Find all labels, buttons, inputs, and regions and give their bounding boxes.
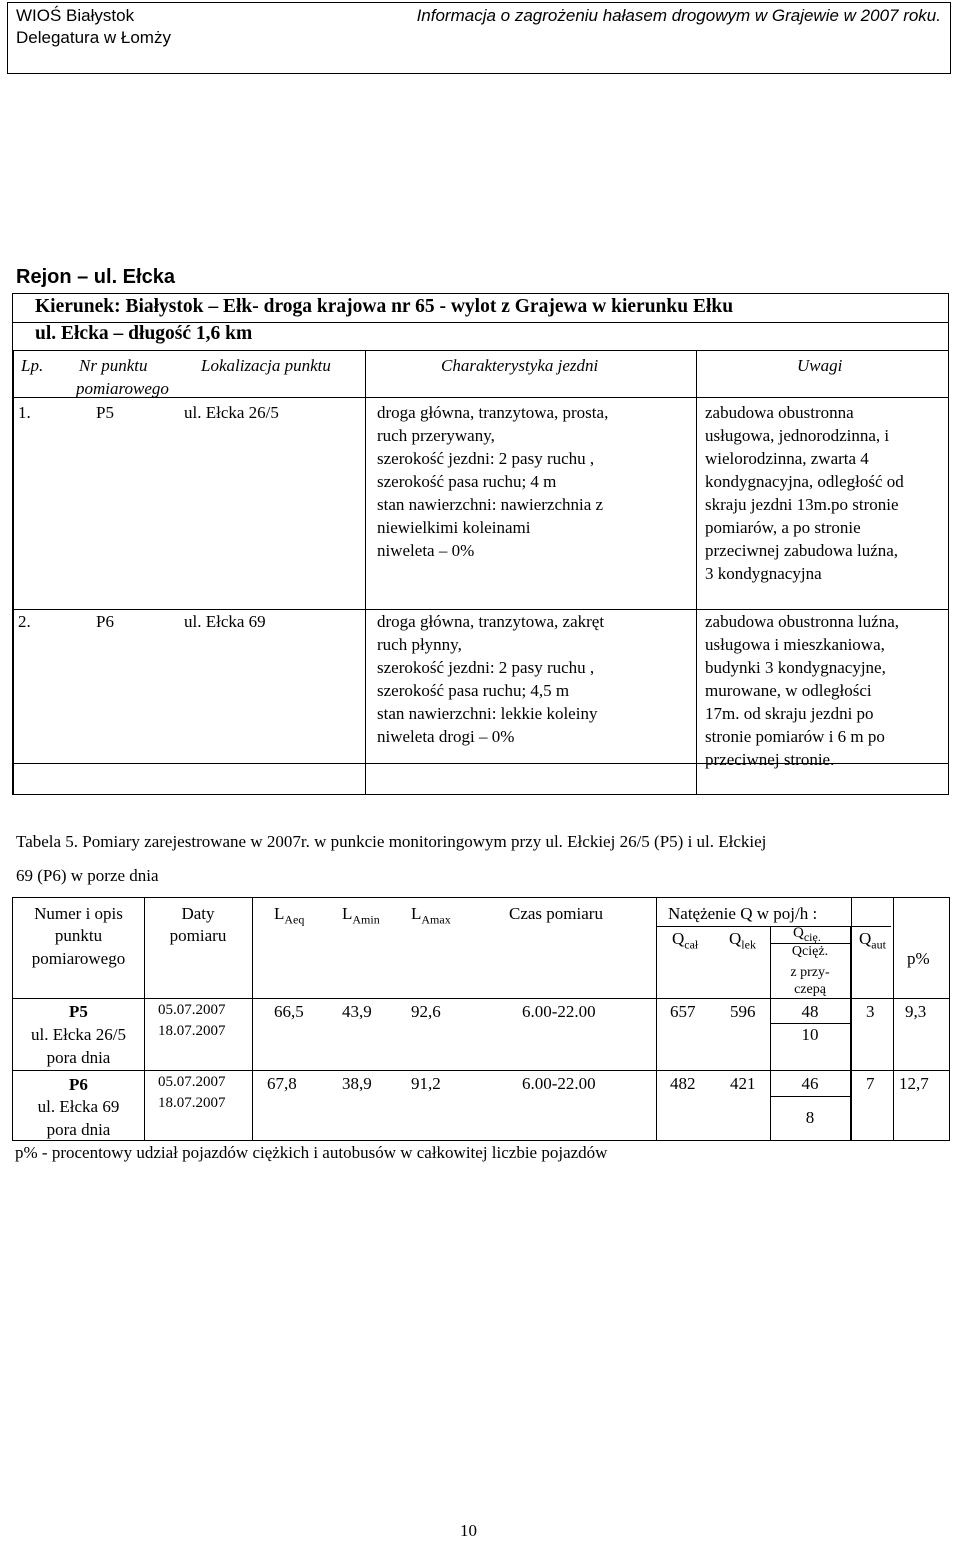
header-org-name: WIOŚ Białystok xyxy=(16,6,135,25)
header-nr-punktu-cont: pomiarowego xyxy=(76,379,169,398)
road-characteristics-table xyxy=(12,350,949,795)
row2-punkt: P6 xyxy=(69,1075,88,1094)
row2-lamin: 38,9 xyxy=(342,1074,372,1093)
header-laeq: $L_{Aeq}$ xyxy=(274,904,305,927)
row2-qaut: 7 xyxy=(866,1074,875,1093)
row1-qcal: 657 xyxy=(670,1002,696,1021)
header-lamax: $L_{Amax}$ xyxy=(411,904,451,927)
table-caption-cont: 69 (P6) w porze dnia xyxy=(16,866,159,885)
row1-data1: 05.07.2007 xyxy=(158,1002,226,1018)
row1-uwagi: zabudowa obustronna usługowa, jednorodzinna, i wielorodzinna, zwarta 4 kondygnacyjna, odległość od skraju jezdni 13m.po stronie pomiarów, a po stronie przeciwnej zabudowa luźna, 3 kondygnacyjna xyxy=(705,403,904,583)
section-heading: Rejon – ul. Ełcka xyxy=(16,266,175,288)
row2-pct: 12,7 xyxy=(899,1074,929,1093)
row2-qciez: 8 xyxy=(805,1108,815,1127)
header-z-przyczepa: z przy- xyxy=(790,965,830,980)
row1-qcie: 48 xyxy=(801,1002,819,1021)
row1-qciez: 10 xyxy=(801,1025,819,1044)
row1-pora: pora dnia xyxy=(46,1048,111,1067)
row1-adres: ul. Ełcka 26/5 xyxy=(31,1025,126,1044)
row2-pora: pora dnia xyxy=(46,1120,111,1139)
row2-lamax: 91,2 xyxy=(411,1074,441,1093)
row2-lokalizacja: ul. Ełcka 69 xyxy=(184,612,266,631)
header-lamin: $L_{Amin}$ xyxy=(342,904,380,927)
header-pct: p% xyxy=(907,949,930,968)
page-header xyxy=(7,2,951,74)
row2-qlek: 421 xyxy=(730,1074,756,1093)
header-qcal: $Q_{cał}$ xyxy=(672,929,699,952)
row1-laeq: 66,5 xyxy=(274,1002,304,1021)
row1-lamax: 92,6 xyxy=(411,1002,441,1021)
row2-laeq: 67,8 xyxy=(267,1074,297,1093)
row2-lp: 2. xyxy=(18,612,31,631)
column-divider xyxy=(656,898,657,1140)
row1-punkt: P5 xyxy=(69,1002,88,1021)
row2-adres: ul. Ełcka 69 xyxy=(37,1097,120,1116)
column-divider xyxy=(696,351,697,794)
row2-czas: 6.00-22.00 xyxy=(522,1074,596,1093)
column-divider xyxy=(365,351,366,794)
header-qcie: $Q_{cię.}$ xyxy=(793,925,821,944)
road-length-line: ul. Ełcka – długość 1,6 km xyxy=(35,323,253,344)
row1-lp: 1. xyxy=(18,403,31,422)
column-divider xyxy=(252,898,253,1140)
header-z-przyczepa-cont: czepą xyxy=(794,982,826,997)
row1-charakterystyka: droga główna, tranzytowa, prosta, ruch przerywany, szerokość jezdni: 2 pasy ruchu , szerokość pasa ruchu; 4 m stan nawierzchni: nawierzchnia z niewielkimi koleinami niweleta – 0% xyxy=(377,403,609,560)
row1-pct: 9,3 xyxy=(905,1002,927,1021)
row1-czas: 6.00-22.00 xyxy=(522,1002,596,1021)
page-number: 10 xyxy=(460,1521,477,1540)
header-numer-cont: pomiarowego xyxy=(31,949,126,968)
row1-data2: 18.07.2007 xyxy=(158,1023,226,1039)
table-caption: Tabela 5. Pomiary zarejestrowane w 2007r. w punkcie monitoringowym przy ul. Ełckiej 26/5 (P5) i ul. Ełckiej xyxy=(16,832,767,851)
header-qaut: $Q_{aut}$ xyxy=(859,929,886,952)
qcie-rule xyxy=(770,1096,850,1097)
column-divider xyxy=(850,926,851,1140)
header-document-title: Informacja o zagrożeniu hałasem drogowym w Grajewie w 2007 roku. xyxy=(416,6,941,25)
row1-lokalizacja: ul. Ełcka 26/5 xyxy=(184,403,279,422)
footnote: p% - procentowy udział pojazdów ciężkich i autobusów w całkowitej liczbie pojazdów xyxy=(15,1143,608,1162)
header-daty: Daty xyxy=(181,904,215,923)
header-lp: Lp. xyxy=(21,356,44,375)
row2-punkt: P6 xyxy=(96,612,114,631)
header-rule xyxy=(13,998,949,999)
header-numer: Numer i opis xyxy=(34,904,123,923)
header-qlek: $Q_{lek}$ xyxy=(729,929,756,952)
row2-qcie: 46 xyxy=(801,1074,819,1093)
row2-data2: 18.07.2007 xyxy=(158,1095,226,1111)
header-lokalizacja: Lokalizacja punktu xyxy=(201,356,331,375)
column-divider xyxy=(851,898,852,1140)
row1-punkt: P5 xyxy=(96,403,114,422)
measurements-table xyxy=(12,897,950,1141)
header-qciez: Qcięż. xyxy=(791,944,829,959)
row1-qaut: 3 xyxy=(866,1002,875,1021)
header-natezenie: Natężenie Q w poj/h : xyxy=(668,904,818,923)
header-nr-punktu: Nr punktu xyxy=(79,356,148,375)
row-rule xyxy=(13,1070,949,1071)
row2-uwagi: zabudowa obustronna luźna, usługowa i mieszkaniowa, budynki 3 kondygnacyjne, murowane, w odległości 17m. od skraju jezdni po stronie pomiarów i 6 m po przeciwnej stronie. xyxy=(705,612,900,769)
header-org-branch: Delegatura w Łomży xyxy=(16,28,171,47)
header-daty-cont: pomiaru xyxy=(169,926,227,945)
header-numer-cont: punktu xyxy=(54,926,103,945)
row1-lamin: 43,9 xyxy=(342,1002,372,1021)
header-uwagi: Uwagi xyxy=(797,356,843,375)
row2-data1: 05.07.2007 xyxy=(158,1074,226,1090)
header-charakterystyka: Charakterystyka jezdni xyxy=(441,356,599,375)
row2-charakterystyka: droga główna, tranzytowa, zakręt ruch płynny, szerokość jezdni: 2 pasy ruchu , szerokość pasa ruchu; 4,5 m stan nawierzchni: lekkie koleiny niweleta drogi – 0% xyxy=(377,612,605,746)
qcie-rule xyxy=(770,1023,850,1024)
row2-qcal: 482 xyxy=(670,1074,696,1093)
subheader-rule xyxy=(657,926,891,927)
column-divider xyxy=(893,898,894,1140)
direction-box xyxy=(12,293,949,351)
row1-qlek: 596 xyxy=(730,1002,756,1021)
direction-line: Kierunek: Białystok – Ełk- droga krajowa nr 65 - wylot z Grajewa w kierunku Ełku xyxy=(35,296,734,317)
header-czas: Czas pomiaru xyxy=(509,904,603,923)
